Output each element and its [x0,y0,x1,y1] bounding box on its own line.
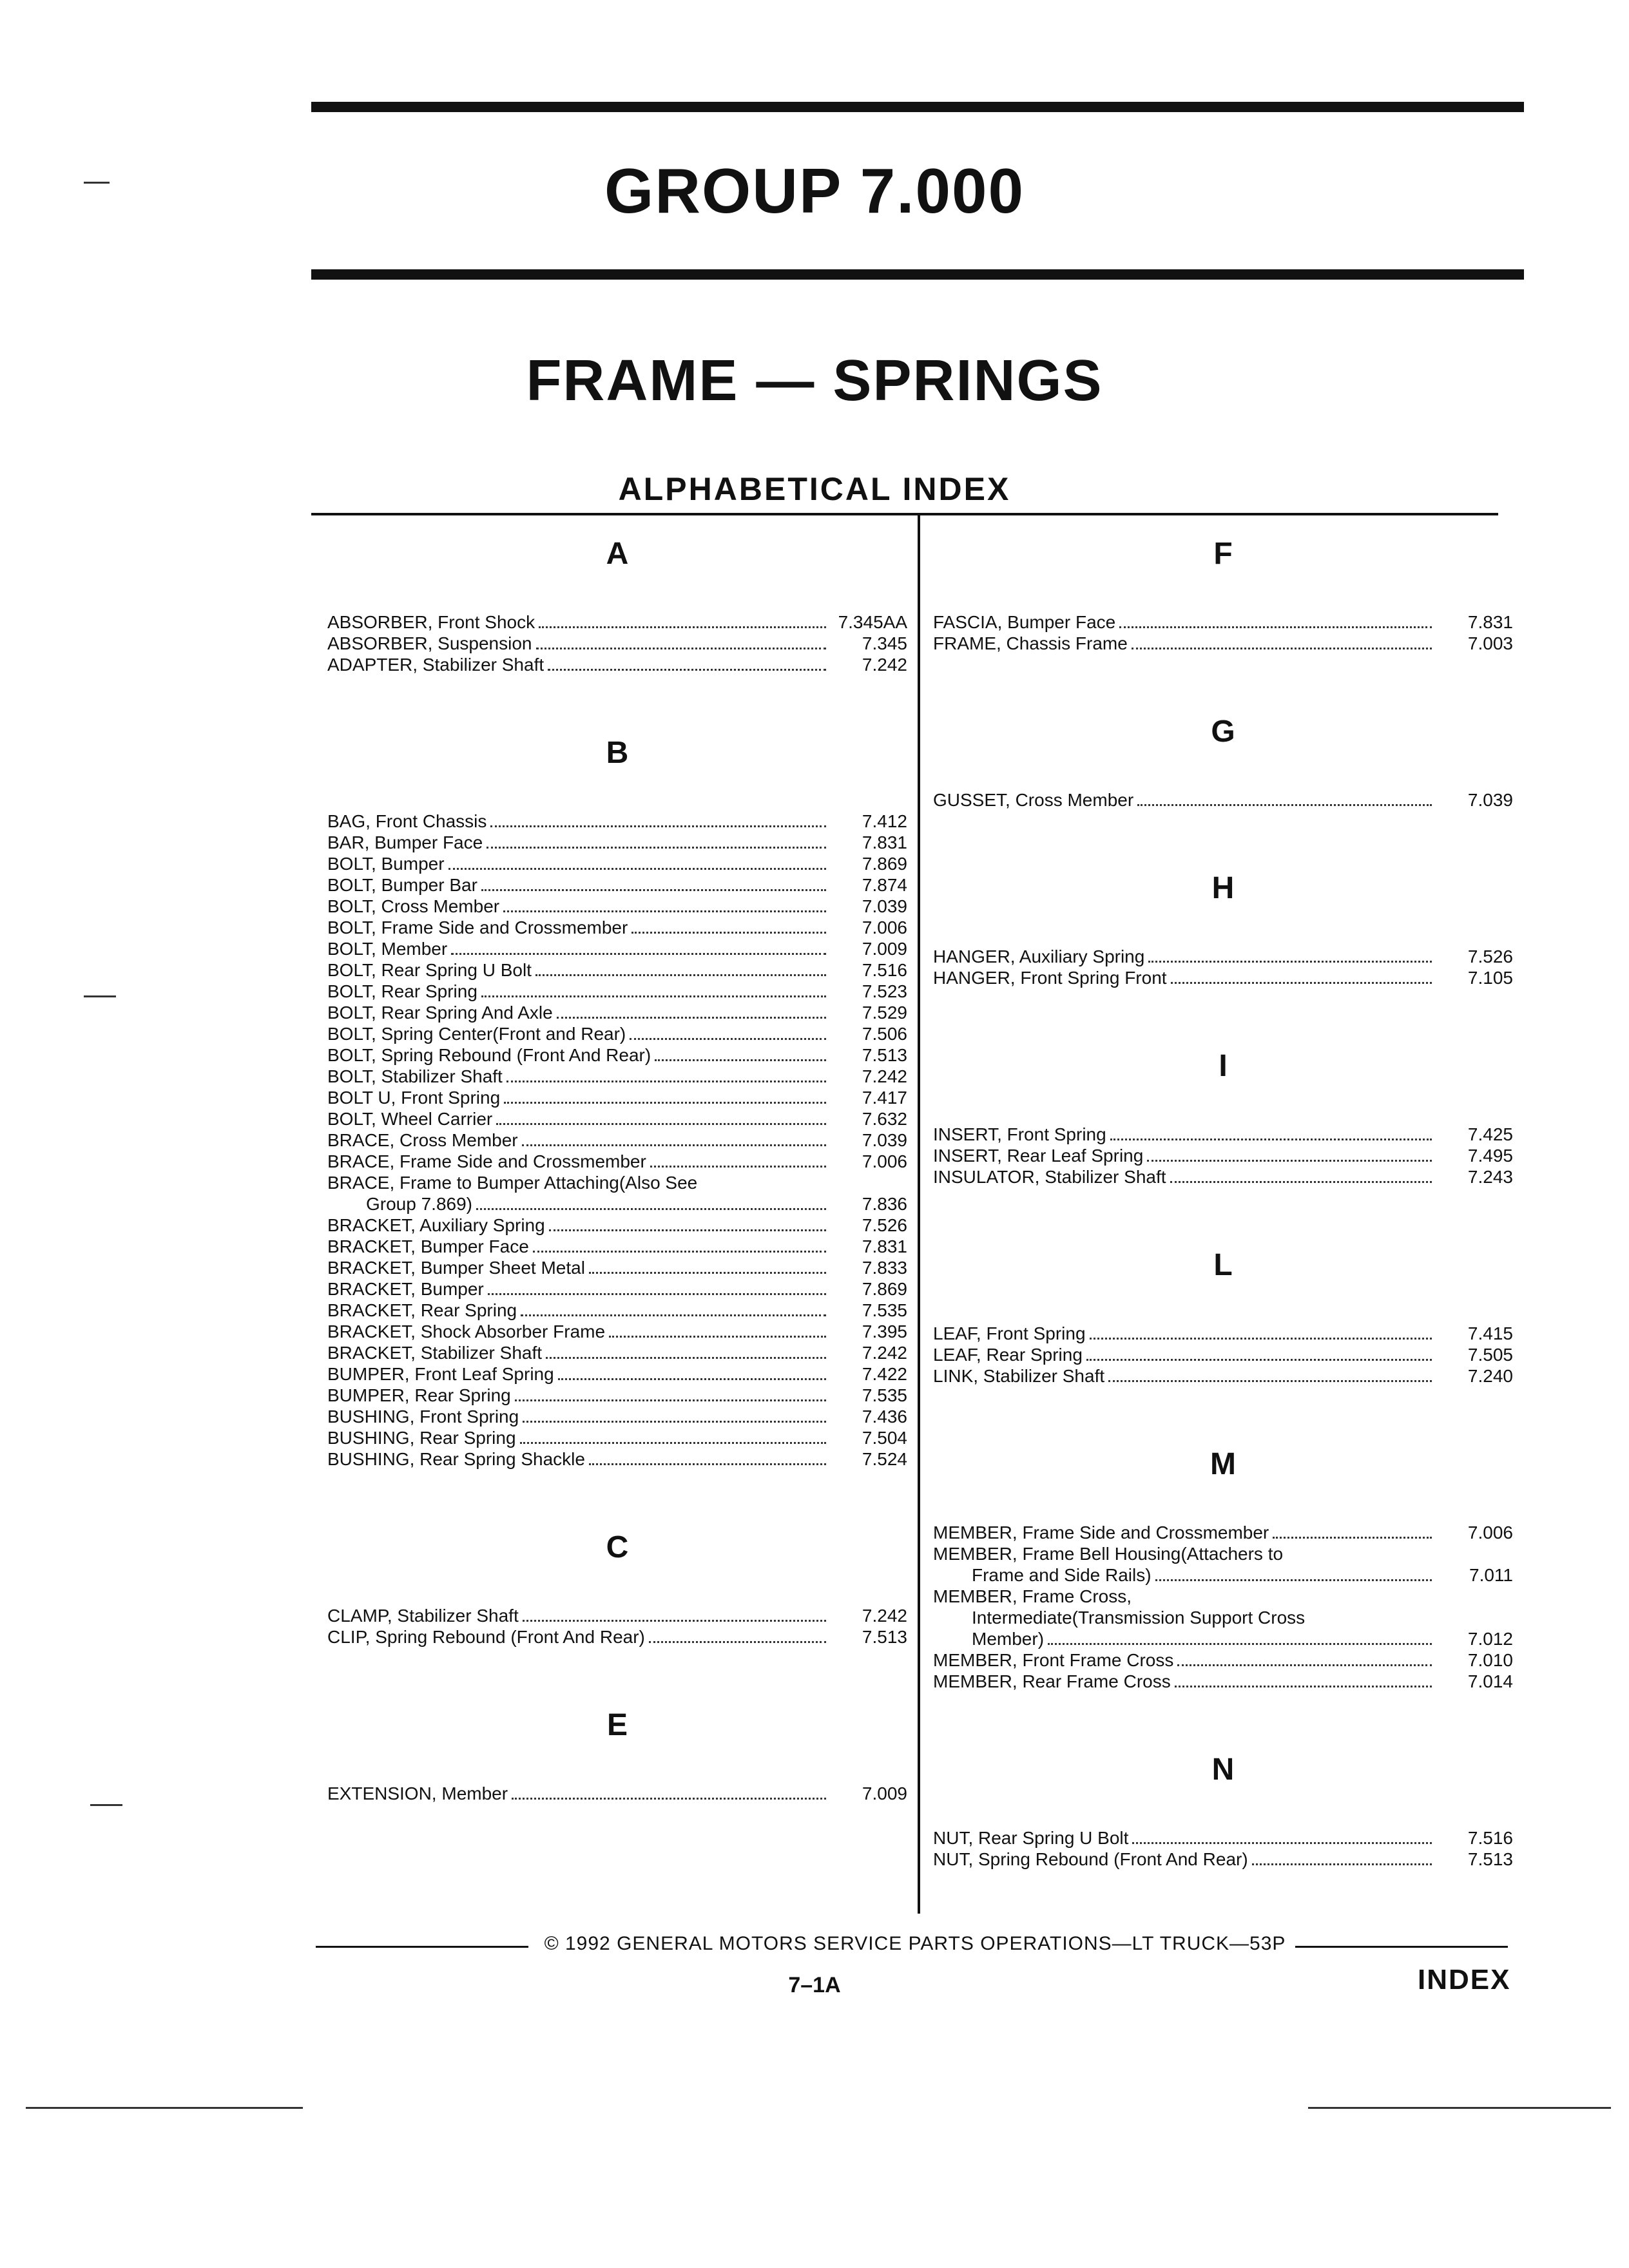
entry-label: LEAF, Front Spring [933,1323,1086,1343]
index-entry [327,1129,907,1151]
dot-leader [522,1144,826,1146]
entry-page-ref: 7.105 [1467,968,1513,988]
index-entry [327,1278,907,1300]
entry-label: BUSHING, Front Spring [327,1407,519,1427]
dot-leader [1177,1664,1432,1666]
entry-label: BOLT, Spring Center(Front and Rear) [327,1024,626,1044]
entry-label: NUT, Spring Rebound (Front And Rear) [933,1849,1248,1869]
index-entry [327,959,907,981]
entry-page-ref: 7.412 [862,811,907,831]
index-entry [327,1087,907,1108]
entry-page-ref: 7.831 [1467,612,1513,632]
section-letter: C [606,1530,629,1564]
entry-label: NUT, Rear Spring U Bolt [933,1828,1129,1848]
entry-label: INSULATOR, Stabilizer Shaft [933,1167,1166,1187]
dot-leader [1155,1579,1432,1581]
entry-label: MEMBER, Front Frame Cross [933,1650,1174,1670]
index-entry [327,1108,907,1129]
entry-page-ref: 7.242 [862,1606,907,1626]
dot-leader [487,847,826,849]
dot-leader [481,995,826,997]
entry-label: BOLT, Bumper Bar [327,875,477,895]
index-entry [327,853,907,874]
entry-label: BOLT, Rear Spring U Bolt [327,960,532,980]
entry-label: BOLT, Spring Rebound (Front And Rear) [327,1045,651,1065]
entry-label: BRACKET, Auxiliary Spring [327,1215,545,1235]
dot-leader [557,1017,826,1019]
index-entry [327,1193,907,1215]
dot-leader [1175,1686,1432,1687]
entry-page-ref: 7.495 [1467,1146,1513,1166]
entry-page-ref: 7.006 [1467,1523,1513,1542]
entry-label: BOLT, Rear Spring And Axle [327,1003,553,1023]
entry-label: BOLT, Frame Side and Crossmember [327,918,628,937]
index-entry [327,1626,907,1648]
index-entry [327,654,907,675]
entry-page-ref: 7.874 [862,875,907,895]
entry-page-ref: 7.529 [862,1003,907,1023]
entry-label: BRACKET, Shock Absorber Frame [327,1321,606,1341]
dot-leader [504,1102,826,1104]
page-title: FRAME — SPRINGS [526,349,1103,413]
index-entry [327,832,907,853]
entry-list [933,1522,1513,1692]
dot-leader [535,974,826,976]
dot-leader [533,1251,826,1253]
entry-page-ref: 7.422 [862,1364,907,1384]
dot-leader [512,1798,826,1800]
entry-list [327,811,907,1470]
dot-leader [589,1272,826,1274]
entry-label: CLAMP, Stabilizer Shaft [327,1606,519,1626]
dot-leader [1048,1643,1432,1645]
entry-page-ref: 7.006 [862,1151,907,1171]
entry-label: BOLT, Rear Spring [327,981,477,1001]
entry-label: BAR, Bumper Face [327,832,483,852]
index-entry [933,611,1513,633]
entry-label: LINK, Stabilizer Shaft [933,1366,1105,1386]
group-rule [311,269,1524,280]
entry-page-ref: 7.012 [1467,1629,1513,1649]
index-section-b [327,731,907,1470]
entry-page-ref: 7.395 [862,1321,907,1341]
dot-leader [490,825,826,827]
index-entry [933,1323,1513,1344]
entry-page-ref: 7.869 [862,1279,907,1299]
index-entry [933,1849,1513,1870]
index-entry [933,1543,1513,1564]
index-entry [933,1827,1513,1849]
entry-label: BOLT, Stabilizer Shaft [327,1066,503,1086]
entry-list [933,946,1513,988]
index-entry [327,1023,907,1044]
entry-label: BRACKET, Stabilizer Shaft [327,1343,543,1363]
section-letter: L [1213,1248,1233,1282]
index-entry [327,1257,907,1278]
scan-edge-line [1308,2107,1611,2109]
entry-label: Intermediate(Transmission Support Cross [972,1608,1306,1628]
entry-label: Frame and Side Rails) [972,1565,1152,1585]
index-section-l [933,1243,1513,1387]
index-entry [327,896,907,917]
index-entry [327,1321,907,1342]
dot-leader [631,932,826,934]
section-label: INDEX [1418,1964,1511,1995]
dot-leader [609,1336,826,1338]
dot-leader [655,1059,826,1061]
entry-page-ref: 7.526 [1467,947,1513,966]
section-letter: B [606,736,629,770]
index-column-left [327,532,907,1860]
index-entry [327,633,907,654]
entry-label: BRACKET, Bumper Face [327,1236,529,1256]
group-title: GROUP 7.000 [604,155,1025,226]
entry-page-ref: 7.242 [862,1066,907,1086]
index-entry [933,1166,1513,1187]
dot-leader [1090,1338,1432,1340]
index-entry [933,1124,1513,1145]
dot-leader [589,1463,826,1465]
section-letter: E [606,1708,628,1742]
entry-label: EXTENSION, Member [327,1783,508,1803]
entry-label: MEMBER, Frame Side and Crossmember [933,1523,1269,1542]
index-entry [933,1671,1513,1692]
index-entry [933,633,1513,654]
index-heading: ALPHABETICAL INDEX [618,471,1011,507]
index-entry [327,1215,907,1236]
entry-label: CLIP, Spring Rebound (Front And Rear) [327,1627,645,1647]
section-letter: F [1213,537,1233,571]
index-entry [327,1044,907,1066]
entry-label: INSERT, Rear Leaf Spring [933,1146,1144,1166]
entry-list [933,1323,1513,1387]
dot-leader [558,1378,826,1380]
entry-page-ref: 7.836 [862,1194,907,1214]
entry-list [933,789,1513,811]
entry-label: BOLT, Bumper [327,854,445,874]
footer [316,1933,1514,1959]
entry-label: BRACKET, Bumper Sheet Metal [327,1258,585,1278]
index-entry [933,946,1513,967]
entry-page-ref: 7.039 [1467,790,1513,810]
dot-leader [549,1229,826,1231]
entry-page-ref: 7.504 [862,1428,907,1448]
dot-leader [1119,626,1432,628]
index-section-e [327,1703,907,1804]
entry-label: BAG, Front Chassis [327,811,487,831]
entry-label: BOLT U, Front Spring [327,1088,501,1108]
index-section-i [933,1044,1513,1187]
section-letter: I [1219,1049,1228,1083]
entry-label: BUMPER, Rear Spring [327,1385,511,1405]
entry-list [933,611,1513,654]
index-entry [933,1365,1513,1387]
entry-label: HANGER, Front Spring Front [933,968,1167,988]
entry-page-ref: 7.417 [862,1088,907,1108]
index-entry [327,1363,907,1385]
index-entry [933,1649,1513,1671]
entry-label: LEAF, Rear Spring [933,1345,1083,1365]
index-entry [933,1586,1513,1607]
footer-rule-right [1295,1946,1508,1948]
index-section-h [933,866,1513,988]
index-section-a [327,532,907,675]
entry-list [327,1783,907,1804]
entry-label: INSERT, Front Spring [933,1124,1106,1144]
entry-label: BOLT, Member [327,939,448,959]
dot-leader [1171,982,1432,984]
scan-edge-line [26,2107,303,2109]
margin-mark [90,1804,122,1806]
entry-list [327,1605,907,1648]
entry-page-ref: 7.425 [1467,1124,1513,1144]
section-letter: H [1211,871,1235,905]
entry-page-ref: 7.516 [1467,1828,1513,1848]
dot-leader [1108,1380,1432,1382]
entry-page-ref: 7.526 [862,1215,907,1235]
dot-leader [521,1314,826,1316]
entry-list [327,611,907,675]
margin-mark [84,182,110,184]
dot-leader [546,1357,826,1359]
index-entry [933,1628,1513,1649]
index-entry [933,1607,1513,1628]
entry-label: BOLT, Wheel Carrier [327,1109,493,1129]
entry-page-ref: 7.831 [862,832,907,852]
dot-leader [1132,1842,1432,1844]
dot-leader [1086,1359,1432,1361]
dot-leader [539,626,826,628]
dot-leader [1170,1181,1432,1183]
entry-page-ref: 7.833 [862,1258,907,1278]
entry-page-ref: 7.535 [862,1300,907,1320]
dot-leader [1132,648,1432,649]
dot-leader [481,889,826,891]
entry-page-ref: 7.524 [862,1449,907,1469]
copyright-notice: © 1992 GENERAL MOTORS SERVICE PARTS OPERATIONS—LT TRUCK—53P [544,1933,1286,1954]
entry-page-ref: 7.516 [862,960,907,980]
entry-page-ref: 7.240 [1467,1366,1513,1386]
section-letter: A [606,537,629,571]
entry-page-ref: 7.831 [862,1236,907,1256]
entry-page-ref: 7.345 [862,633,907,653]
page-number: 7–1A [788,1973,841,1997]
index-entry [327,1151,907,1172]
column-divider [918,515,920,1914]
index-entry [933,1564,1513,1586]
entry-label: BRACE, Frame Side and Crossmember [327,1151,646,1171]
dot-leader [523,1620,826,1622]
dot-leader [448,868,826,870]
entry-label: HANGER, Auxiliary Spring [933,947,1145,966]
dot-leader [523,1421,826,1423]
entry-page-ref: 7.513 [862,1045,907,1065]
entry-label: BRACKET, Bumper [327,1279,484,1299]
entry-label: BRACE, Cross Member [327,1130,518,1150]
index-entry [327,1427,907,1448]
entry-page-ref: 7.010 [1467,1650,1513,1670]
entry-label: ABSORBER, Front Shock [327,612,535,632]
dot-leader [1137,804,1432,806]
index-entry [327,1783,907,1804]
dot-leader [1252,1863,1432,1865]
entry-page-ref: 7.523 [862,981,907,1001]
entry-list [933,1124,1513,1187]
entry-label: ADAPTER, Stabilizer Shaft [327,655,545,675]
entry-page-ref: 7.415 [1467,1323,1513,1343]
index-entry [327,917,907,938]
index-entry [327,1605,907,1626]
index-entry [327,1002,907,1023]
entry-page-ref: 7.242 [862,655,907,675]
dot-leader [488,1293,826,1295]
index-entry [327,811,907,832]
entry-label: BOLT, Cross Member [327,896,500,916]
index-section-f [933,532,1513,654]
entry-label: Member) [972,1629,1045,1649]
dot-leader [476,1208,826,1210]
entry-page-ref: 7.632 [862,1109,907,1129]
entry-page-ref: 7.039 [862,1130,907,1150]
index-entry [327,1066,907,1087]
entry-page-ref: 7.003 [1467,633,1513,653]
section-letter: M [1210,1447,1236,1481]
index-entry [327,874,907,896]
dot-leader [650,1166,826,1168]
entry-page-ref: 7.505 [1467,1345,1513,1365]
entry-page-ref: 7.006 [862,918,907,937]
dot-leader [1110,1139,1432,1140]
entry-label: BRACE, Frame to Bumper Attaching(Also See [327,1173,698,1193]
index-entry [327,1448,907,1470]
entry-label: MEMBER, Frame Bell Housing(Attachers to [933,1544,1284,1564]
index-entry [327,1406,907,1427]
dot-leader [496,1123,826,1125]
entry-page-ref: 7.011 [1469,1565,1513,1585]
dot-leader [548,669,826,671]
index-entry [933,1344,1513,1365]
index-column-right [933,532,1513,1925]
index-section-g [933,709,1513,811]
dot-leader [536,648,827,649]
index-entry [327,1385,907,1406]
dot-leader [520,1442,826,1444]
entry-label: GUSSET, Cross Member [933,790,1134,810]
index-entry [933,1522,1513,1543]
index-entry [327,1342,907,1363]
index-section-m [933,1442,1513,1692]
entry-label: BRACKET, Rear Spring [327,1300,517,1320]
dot-leader [451,953,826,955]
entry-label: FRAME, Chassis Frame [933,633,1128,653]
index-entry [327,1172,907,1193]
entry-label: FASCIA, Bumper Face [933,612,1116,632]
index-entry [327,938,907,959]
index-entry [933,789,1513,811]
index-entry [933,967,1513,988]
entry-label: BUSHING, Rear Spring [327,1428,516,1448]
entry-page-ref: 7.243 [1467,1167,1513,1187]
entry-page-ref: 7.039 [862,896,907,916]
index-section-c [327,1525,907,1648]
entry-page-ref: 7.513 [1467,1849,1513,1869]
entry-label: BUMPER, Front Leaf Spring [327,1364,554,1384]
entry-label: Group 7.869) [366,1194,472,1214]
dot-leader [1273,1537,1432,1539]
entry-page-ref: 7.869 [862,854,907,874]
dot-leader [1148,961,1432,963]
entry-page-ref: 7.436 [862,1407,907,1427]
index-rule [311,513,1498,515]
dot-leader [630,1038,826,1040]
section-letter: G [1211,715,1235,749]
entry-list [933,1827,1513,1870]
entry-label: MEMBER, Frame Cross, [933,1586,1132,1606]
dot-leader [1147,1160,1432,1162]
index-entry [327,1236,907,1257]
entry-label: ABSORBER, Suspension [327,633,532,653]
top-rule [311,102,1524,112]
entry-page-ref: 7.242 [862,1343,907,1363]
entry-page-ref: 7.506 [862,1024,907,1044]
margin-mark [84,995,116,997]
entry-label: MEMBER, Rear Frame Cross [933,1671,1171,1691]
dot-leader [515,1399,826,1401]
index-entry [327,1300,907,1321]
index-section-n [933,1747,1513,1870]
index-entry [933,1145,1513,1166]
entry-page-ref: 7.535 [862,1385,907,1405]
section-letter: N [1211,1753,1235,1787]
entry-page-ref: 7.513 [862,1627,907,1647]
dot-leader [506,1081,826,1082]
entry-page-ref: 7.014 [1467,1671,1513,1691]
entry-label: BUSHING, Rear Spring Shackle [327,1449,585,1469]
dot-leader [649,1641,826,1643]
index-entry [327,611,907,633]
index-entry [327,981,907,1002]
entry-page-ref: 7.345AA [838,612,907,632]
entry-page-ref: 7.009 [862,939,907,959]
dot-leader [503,910,826,912]
entry-page-ref: 7.009 [862,1783,907,1803]
